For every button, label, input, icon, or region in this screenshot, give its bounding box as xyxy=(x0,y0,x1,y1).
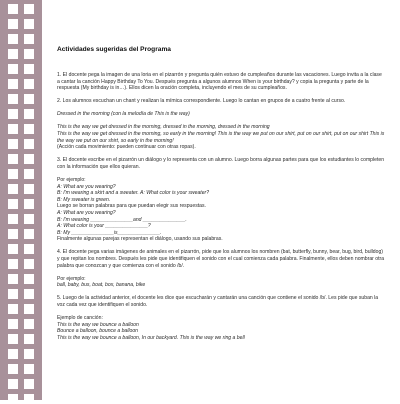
example-words: ball, baby, bus, boat, box, banana, bike xyxy=(57,282,146,289)
binding-hole xyxy=(8,64,18,74)
binding-hole xyxy=(24,154,34,164)
binding-hole xyxy=(8,94,18,104)
binding-hole xyxy=(24,364,34,374)
binding-hole xyxy=(24,349,34,359)
binding-hole xyxy=(8,319,18,329)
binding-hole xyxy=(8,49,18,59)
binding-hole xyxy=(24,169,34,179)
binding-hole xyxy=(24,64,34,74)
binding-hole xyxy=(24,334,34,344)
binding-hole xyxy=(8,169,18,179)
activity-3: 3. El docente escribe en el pizarrón un diálogo y lo representa con un alumno. Luego borra algunas partes para que los estudiantes lo completen con la información que ellos quieran. xyxy=(57,157,386,170)
binding-hole xyxy=(24,214,34,224)
binding-hole xyxy=(8,109,18,119)
chant-note: (Acción cada movimiento: pueden continuar con otras ropas). xyxy=(57,144,196,151)
binding-hole xyxy=(24,109,34,119)
binding-hole xyxy=(24,79,34,89)
activity-5: 5. Luego de la actividad anterior, el docente les dice que escucharán y cantarán una canción que contiene el sonido /b/. Les pide que suban la voz cada vez que identifiquen el sonido. xyxy=(57,295,380,309)
binding-hole xyxy=(8,19,18,29)
binding-hole xyxy=(24,124,34,134)
binding-hole xyxy=(8,304,18,314)
binding-hole xyxy=(8,79,18,89)
document-page xyxy=(57,46,385,342)
erase-note: Luego se borran palabras para que puedan elegir sus respuestas. xyxy=(57,203,206,210)
binding-hole xyxy=(24,94,34,104)
binding-hole xyxy=(24,394,34,404)
binding-hole xyxy=(8,364,18,374)
binding-hole xyxy=(8,184,18,194)
binding-hole xyxy=(8,34,18,44)
binding-hole xyxy=(8,349,18,359)
binding-hole xyxy=(24,229,34,239)
binding-hole xyxy=(8,244,18,254)
binding-hole xyxy=(8,154,18,164)
final-note: Finalmente algunas parejas representan el diálogo, usando sus palabras. xyxy=(57,236,223,243)
activity-4: 4. El docente pega varias imágenes de animales en el pizarrón, pide que los alumnos los nombren (bat, butterfly, bunny, bear, bug, bird, bulldog) y que repitan los nombres. Después les pide que identifiquen el sonido con el cual comienza cada palabra. Finalmente, ellos deben nombrar otra palabra que conozcan y que comienza con el sonido /b/. xyxy=(57,249,386,269)
binding-hole xyxy=(24,319,34,329)
page-title: Actividades sugeridas del Programa xyxy=(57,46,171,53)
binding-hole xyxy=(24,49,34,59)
binding-hole xyxy=(24,274,34,284)
binding-hole xyxy=(24,244,34,254)
binding-hole xyxy=(24,184,34,194)
chant-lyrics: This is the way we get dressed in the morning, dressed in the morning, dressed in the morning This is the way we get dressed in the morning, so early in the morning! This is the way we put on our shirt, put on our shirt, put on our shirt This is the way we put on our shirt, so early in the morning! xyxy=(57,124,385,144)
binding-hole xyxy=(24,19,34,29)
binding-hole xyxy=(24,139,34,149)
activity-2: 2. Los alumnos escuchan un chant y realizan la mímica correspondiente. Luego lo cantan en grupos de a cuatro frente al curso. xyxy=(57,98,346,105)
ring-binding-strip xyxy=(0,0,42,400)
chant-title: Dressed in the morning (con la melodía de This is the way) xyxy=(57,111,190,118)
binding-hole xyxy=(8,139,18,149)
binding-hole xyxy=(8,334,18,344)
song-label: Ejemplo de canción: xyxy=(57,315,103,322)
dialogue-example: A: What are you wearing? B: I'm wearing a skirt and a sweater. A: What color is your sweater? B: My sweater is green. xyxy=(57,183,210,203)
binding-hole xyxy=(24,4,34,14)
binding-hole xyxy=(24,289,34,299)
binding-hole xyxy=(8,394,18,404)
binding-hole xyxy=(24,304,34,314)
example-label-2: Por ejemplo: xyxy=(57,275,86,282)
binding-hole xyxy=(8,274,18,284)
binding-hole xyxy=(24,34,34,44)
binding-hole xyxy=(24,259,34,269)
binding-hole xyxy=(8,4,18,14)
binding-hole xyxy=(8,124,18,134)
example-label: Por ejemplo: xyxy=(57,177,86,184)
binding-hole xyxy=(8,199,18,209)
binding-hole xyxy=(8,229,18,239)
binding-hole xyxy=(8,214,18,224)
binding-hole xyxy=(8,379,18,389)
song-lyrics: This is the way we bounce a balloon Bounce a balloon, bounce a balloon This is the way we bounce a balloon, In our backyard. This is the way we ring a bell xyxy=(57,321,245,341)
activity-1: 1. El docente pega la imagen de una loria en el pizarrón y pregunta quién estuvo de cumpleaños durante las vacaciones. Luego invita a la clase a cantar la canción Happy Birthday To You. Después pregunta a algunos alumnos When is your birthday? y copia la pregunta y parte de la respuesta (My birthday is in…). Ellos dicen la oración completa, incluyendo el mes de su cumpleaños. xyxy=(57,72,384,92)
dialogue-blanks: A: What are you wearing? B: I'm wearing _______________and _______________. A: What color is your _______________? B: My _______________is_______________. xyxy=(57,210,187,236)
binding-hole xyxy=(8,289,18,299)
binding-hole xyxy=(24,199,34,209)
binding-hole xyxy=(8,259,18,269)
binding-hole xyxy=(24,379,34,389)
